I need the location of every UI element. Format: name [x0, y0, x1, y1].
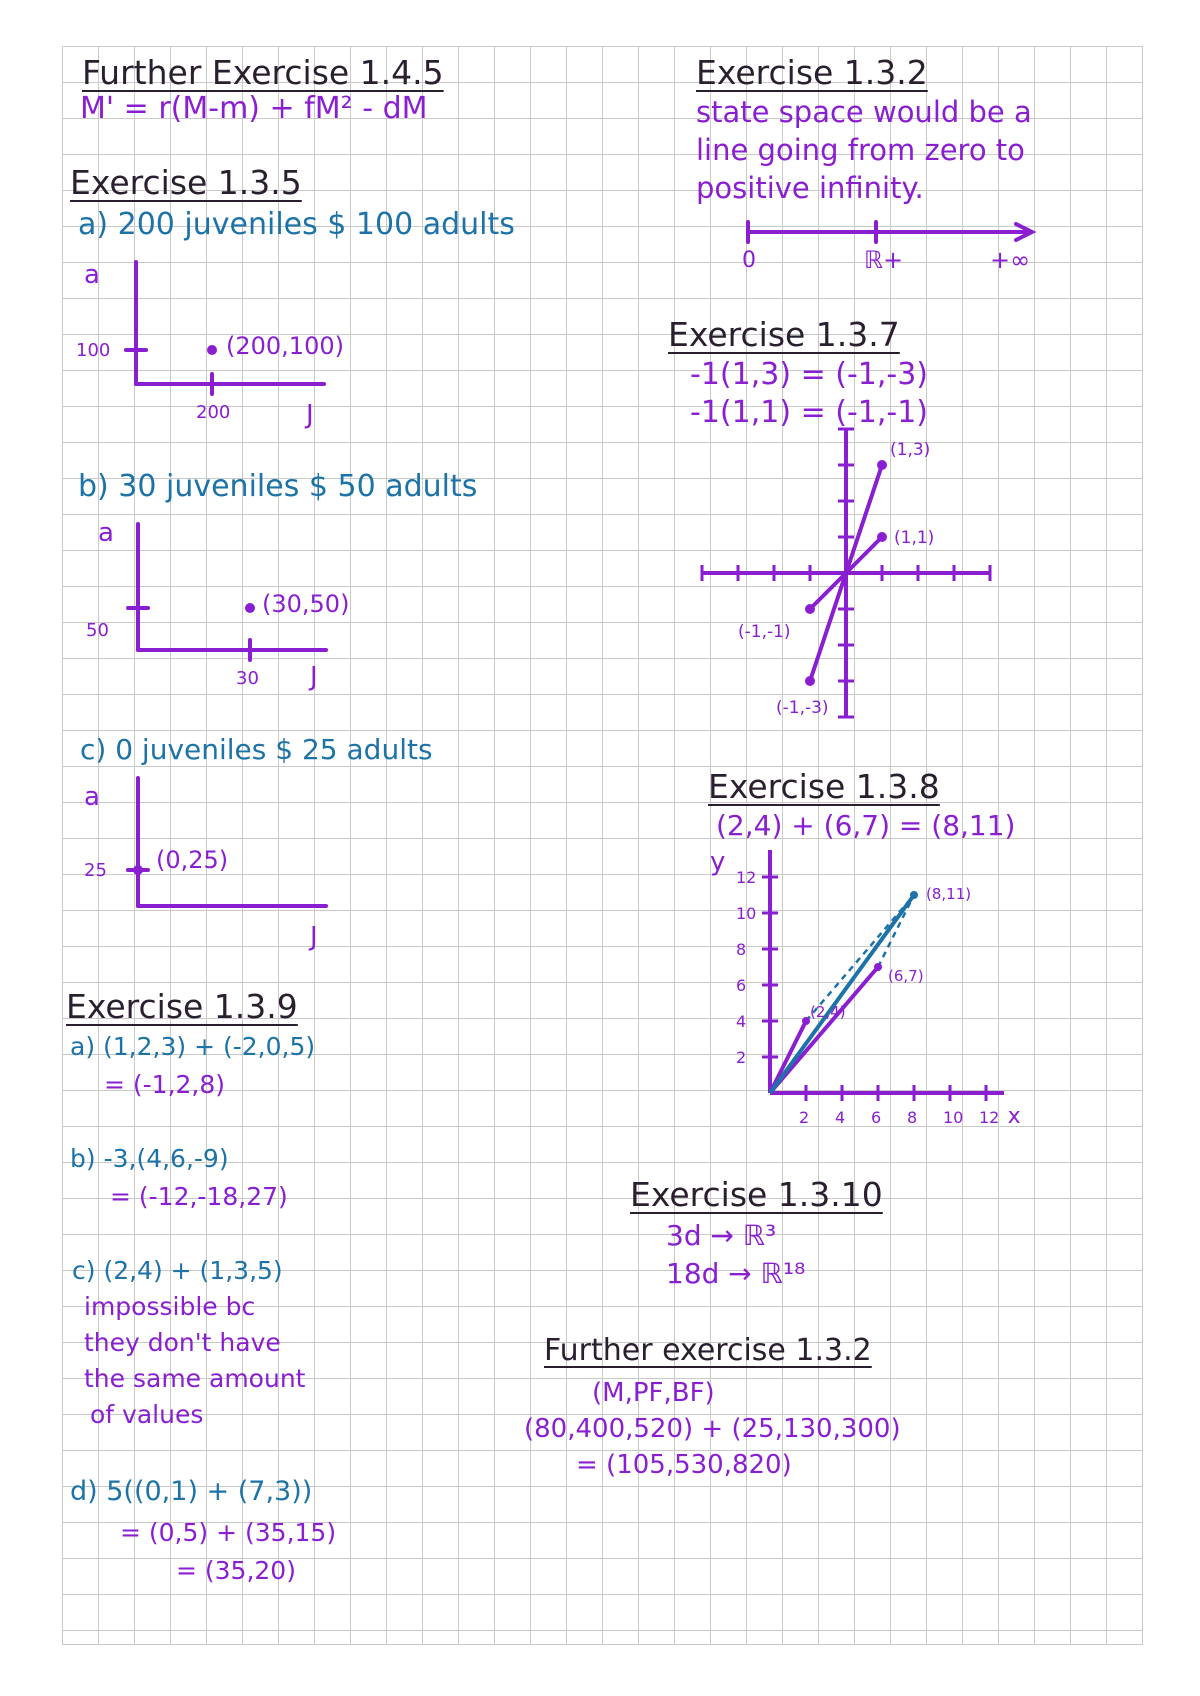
plot-c-x-label: J — [310, 922, 318, 952]
further-exercise-132-line1: (M,PF,BF) — [592, 1378, 715, 1408]
exercise-138-equation: (2,4) + (6,7) = (8,11) — [716, 809, 1016, 842]
plot-c-y-label: a — [84, 782, 100, 812]
exercise-139-b-line2: = (-12,-18,27) — [110, 1182, 288, 1211]
plot137-point-label: (1,3) — [890, 440, 931, 460]
plot138-y-tick-label: 12 — [736, 868, 757, 887]
plot138-x-axis-label: x — [1007, 1104, 1021, 1129]
exercise-132-line1: state space would be a — [696, 95, 1032, 129]
plot137-point-label: (1,1) — [894, 528, 935, 548]
exercise-132-heading: Exercise 1.3.2 — [696, 53, 928, 92]
plot-a-x-tick-label: 200 — [196, 402, 231, 423]
further-exercise-132-heading: Further exercise 1.3.2 — [544, 1333, 872, 1368]
exercise-139-a-line1: a) (1,2,3) + (-2,0,5) — [70, 1032, 316, 1061]
exercise-139-c-line5: of values — [90, 1400, 204, 1429]
exercise-137-heading: Exercise 1.3.7 — [668, 315, 900, 354]
exercise-139-c-line1: c) (2,4) + (1,3,5) — [72, 1256, 283, 1285]
exercise-139-c-line2: impossible bc — [84, 1292, 256, 1321]
exercise-135-b-text: b) 30 juveniles $ 50 adults — [78, 469, 478, 504]
plot138-x-tick-label: 2 — [799, 1108, 810, 1127]
plot138-x-tick-label: 4 — [835, 1108, 846, 1127]
plot-a-point-label: (200,100) — [226, 332, 344, 360]
plot138-y-tick-label: 10 — [736, 904, 757, 923]
plot138-y-tick-label: 8 — [736, 940, 747, 959]
exercise-1310-line1: 3d → ℝ³ — [666, 1219, 777, 1252]
plot138-x-tick-label: 10 — [943, 1108, 964, 1127]
plot138-vector-label: (8,11) — [926, 885, 972, 903]
further-exercise-132-line2: (80,400,520) + (25,130,300) — [524, 1414, 901, 1444]
plot138-x-tick-label: 12 — [979, 1108, 1000, 1127]
plot138-x-tick-label: 8 — [907, 1108, 918, 1127]
number-line-start-label: 0 — [742, 248, 756, 273]
exercise-132-line2: line going from zero to — [696, 133, 1025, 167]
plot138-y-tick-label: 2 — [736, 1048, 747, 1067]
plot-b-point-label: (30,50) — [262, 590, 350, 618]
exercise-139-d-line1: d) 5((0,1) + (7,3)) — [70, 1476, 313, 1507]
exercise-139-c-line3: they don't have — [84, 1328, 281, 1357]
number-line-mid-label: ℝ+ — [864, 246, 904, 274]
plot138-x-tick-label: 6 — [871, 1108, 882, 1127]
plot-a-y-label: a — [84, 260, 100, 290]
plot138-vector-label: (6,7) — [888, 967, 924, 985]
plot137-point-label: (-1,-3) — [776, 698, 829, 718]
exercise-139-heading: Exercise 1.3.9 — [66, 987, 298, 1026]
plot138-vector-label: (2,4) — [810, 1003, 846, 1021]
plot-b-y-label: a — [98, 518, 114, 548]
plot138-vector-tip — [910, 891, 918, 899]
plot-b-y-tick-label: 50 — [86, 620, 109, 641]
further-exercise-132-line3: = (105,530,820) — [576, 1450, 792, 1480]
plot138-vector-sum — [770, 895, 914, 1093]
exercise-137-line2: -1(1,1) = (-1,-1) — [690, 395, 929, 430]
exercise-135-heading: Exercise 1.3.5 — [70, 163, 302, 202]
number-line-end-label: +∞ — [990, 246, 1031, 274]
exercise-139-d-line3: = (35,20) — [176, 1556, 296, 1585]
plot138-y-axis-label: y — [710, 847, 726, 878]
plot138-y-tick-label: 4 — [736, 1012, 747, 1031]
further-exercise-145-heading: Further Exercise 1.4.5 — [82, 53, 444, 92]
plot-c-point-label: (0,25) — [156, 846, 229, 874]
exercise-1310-heading: Exercise 1.3.10 — [630, 1175, 883, 1214]
plot-b-x-tick-label: 30 — [236, 668, 259, 689]
exercise-139-c-line4: the same amount — [84, 1364, 306, 1393]
exercise-1310-line2: 18d → ℝ¹⁸ — [666, 1257, 806, 1290]
plot138-y-tick-label: 6 — [736, 976, 747, 995]
exercise-139-d-line2: = (0,5) + (35,15) — [120, 1518, 337, 1547]
further-exercise-145-equation: M' = r(M-m) + fM² - dM — [80, 91, 428, 126]
plot137-point-label: (-1,-1) — [738, 622, 791, 642]
exercise-135-a-text: a) 200 juveniles $ 100 adults — [78, 207, 515, 242]
exercise-139-a-line2: = (-1,2,8) — [104, 1070, 226, 1099]
exercise-132-line3: positive infinity. — [696, 171, 924, 205]
exercise-138-heading: Exercise 1.3.8 — [708, 767, 940, 806]
plot-b-x-label: J — [310, 662, 318, 692]
exercise-137-line1: -1(1,3) = (-1,-3) — [690, 357, 929, 392]
plot138-dashed-parallel-from-6-7 — [878, 895, 914, 967]
plot-a-x-label: J — [306, 400, 314, 430]
exercise-135-c-text: c) 0 juveniles $ 25 adults — [80, 733, 433, 766]
plot138-vector-tip — [802, 1017, 810, 1025]
exercise-139-b-line1: b) -3,(4,6,-9) — [70, 1144, 229, 1173]
plot-a-y-tick-label: 100 — [76, 340, 111, 361]
plot-c-y-tick-label: 25 — [84, 860, 107, 881]
plot138-vector-tip — [874, 963, 882, 971]
